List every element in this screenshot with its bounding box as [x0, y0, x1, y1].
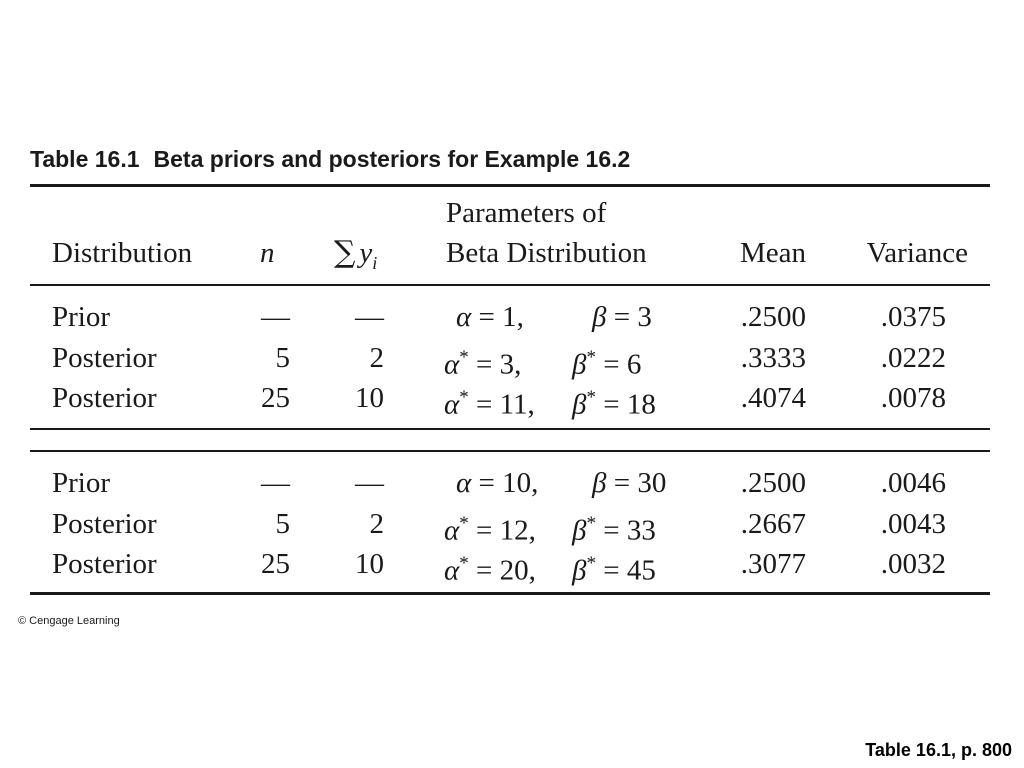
- cell-beta-param: [592, 466, 666, 500]
- beta-value: 6: [626, 348, 642, 381]
- cell-mean: .4074: [740, 382, 806, 414]
- sum-variable: y: [359, 237, 373, 269]
- cell-alpha-param: [444, 341, 521, 382]
- header-parameters-line1: Parameters of: [446, 197, 607, 229]
- cell-n: —: [261, 301, 290, 333]
- header-mean: Mean: [739, 237, 806, 269]
- cell-variance: .0222: [880, 342, 946, 374]
- alpha-symbol: α: [444, 514, 460, 547]
- cell-mean: .3333: [740, 342, 806, 374]
- cell-alpha-param: [456, 466, 538, 500]
- cell-variance: .0078: [880, 382, 946, 414]
- cell-mean: .3077: [740, 548, 806, 580]
- param-comma: ,: [514, 348, 522, 381]
- alpha-equals: =: [471, 301, 503, 333]
- alpha-symbol: α: [444, 554, 460, 587]
- group-separator-rule-bottom: [30, 450, 990, 452]
- cell-alpha-param: [444, 381, 535, 422]
- alpha-equals: =: [471, 467, 503, 499]
- cell-beta-param: [572, 547, 656, 588]
- cell-sum-yi: 2: [369, 508, 384, 540]
- cell-alpha-param: [444, 547, 536, 588]
- beta-equals: =: [595, 514, 627, 547]
- beta-equals: =: [595, 554, 627, 587]
- cell-variance: .0032: [880, 548, 946, 580]
- alpha-star: *: [459, 387, 469, 408]
- beta-equals: =: [595, 348, 627, 381]
- beta-star: *: [586, 513, 596, 534]
- header-variance: Variance: [866, 237, 968, 269]
- cell-beta-param: [572, 507, 656, 548]
- sum-symbol: ∑: [334, 235, 356, 270]
- alpha-symbol: α: [456, 467, 472, 499]
- table-top-rule: [30, 184, 990, 187]
- beta-value: 33: [626, 514, 656, 547]
- cell-n: 5: [275, 508, 290, 540]
- beta-value: 30: [637, 467, 667, 499]
- header-n: n: [260, 237, 275, 269]
- alpha-value: 11: [499, 388, 528, 421]
- cell-beta-param: [592, 300, 652, 334]
- cell-distribution: Posterior: [52, 382, 157, 414]
- beta-equals: =: [606, 301, 638, 333]
- beta-symbol: β: [592, 467, 607, 499]
- header-sum-yi: [334, 236, 377, 280]
- cell-variance: .0043: [880, 508, 946, 540]
- alpha-equals: =: [468, 554, 500, 587]
- cell-mean: .2500: [740, 301, 806, 333]
- alpha-value: 3: [499, 348, 515, 381]
- cell-sum-yi: —: [355, 301, 384, 333]
- alpha-value: 1: [502, 301, 517, 333]
- sum-subscript: i: [372, 252, 378, 273]
- cell-mean: .2500: [740, 467, 806, 499]
- cell-n: 5: [275, 342, 290, 374]
- group-separator-rule-top: [30, 428, 990, 430]
- cell-variance: .0375: [880, 301, 946, 333]
- cell-distribution: Posterior: [52, 508, 157, 540]
- param-comma: ,: [527, 388, 535, 421]
- cell-alpha-param: [456, 300, 524, 334]
- cell-sum-yi: —: [355, 467, 384, 499]
- cell-distribution: Prior: [52, 301, 110, 333]
- copyright-notice: © Cengage Learning: [18, 615, 120, 627]
- table-caption-title: Beta priors and posteriors for Example 16.2: [153, 146, 631, 172]
- param-comma: ,: [516, 301, 524, 333]
- param-comma: ,: [531, 467, 539, 499]
- alpha-star: *: [459, 553, 469, 574]
- cell-distribution: Posterior: [52, 548, 157, 580]
- table-caption-label: Table 16.1: [30, 146, 140, 172]
- alpha-equals: =: [468, 348, 500, 381]
- beta-star: *: [586, 553, 596, 574]
- alpha-value: 12: [499, 514, 529, 547]
- cell-n: 25: [261, 548, 290, 580]
- cell-alpha-param: [444, 507, 536, 548]
- beta-value: 18: [626, 388, 656, 421]
- beta-symbol: β: [572, 514, 587, 547]
- beta-symbol: β: [592, 301, 607, 333]
- cell-n: —: [261, 467, 290, 499]
- param-comma: ,: [528, 514, 536, 547]
- alpha-equals: =: [468, 388, 500, 421]
- header-parameters-line2: Beta Distribution: [446, 237, 647, 269]
- beta-symbol: β: [572, 348, 587, 381]
- beta-equals: =: [595, 388, 627, 421]
- alpha-symbol: α: [444, 348, 460, 381]
- alpha-symbol: α: [456, 301, 472, 333]
- alpha-value: 20: [499, 554, 529, 587]
- alpha-star: *: [459, 347, 469, 368]
- cell-sum-yi: 10: [355, 548, 384, 580]
- cell-mean: .2667: [740, 508, 806, 540]
- beta-star: *: [586, 387, 596, 408]
- beta-value: 45: [626, 554, 656, 587]
- cell-sum-yi: 10: [355, 382, 384, 414]
- beta-symbol: β: [572, 554, 587, 587]
- header-distribution: Distribution: [52, 237, 193, 269]
- cell-distribution: Prior: [52, 467, 110, 499]
- table-bottom-rule: [30, 592, 990, 595]
- param-comma: ,: [528, 554, 536, 587]
- table-caption: [30, 146, 630, 173]
- header-rule: [30, 284, 990, 286]
- slide-reference-label: Table 16.1, p. 800: [865, 740, 1012, 760]
- cell-beta-param: [572, 341, 641, 382]
- cell-beta-param: [572, 381, 656, 422]
- alpha-value: 10: [502, 467, 532, 499]
- beta-equals: =: [606, 467, 638, 499]
- cell-distribution: Posterior: [52, 342, 157, 374]
- beta-value: 3: [637, 301, 652, 333]
- alpha-star: *: [459, 513, 469, 534]
- cell-sum-yi: 2: [369, 342, 384, 374]
- alpha-equals: =: [468, 514, 500, 547]
- cell-n: 25: [261, 382, 290, 414]
- cell-variance: .0046: [880, 467, 946, 499]
- beta-star: *: [586, 347, 596, 368]
- beta-symbol: β: [572, 388, 587, 421]
- alpha-symbol: α: [444, 388, 460, 421]
